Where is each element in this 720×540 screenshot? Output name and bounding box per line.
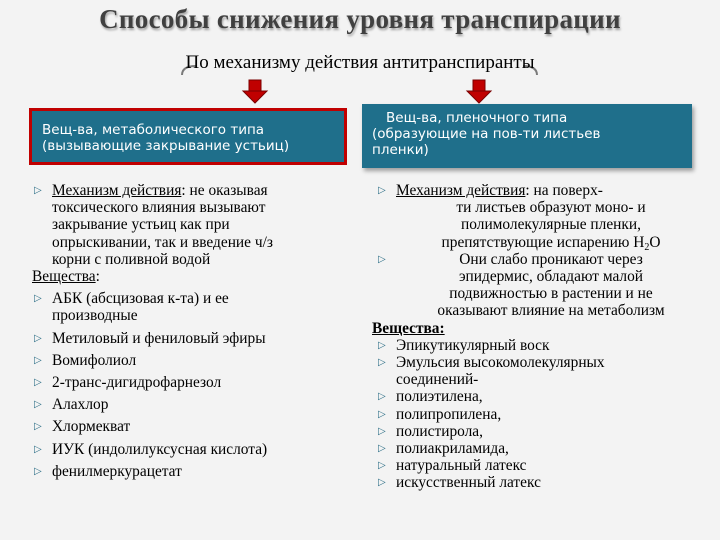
substances-label: Вещества <box>32 268 96 286</box>
mechanism-line: токсического влияния вызывают <box>52 199 266 217</box>
mechanism-line: : не оказывая <box>181 182 268 199</box>
list-item: ▷ АБК (абсцизовая к-та) и ее производные <box>34 290 229 325</box>
mechanism-item-2: ▷ Они слабо проникают через эпидермис, обладают малой подвижностью в растении и не оказывают влияние на метаболизм <box>378 250 665 320</box>
bullet-arrow-icon: ▷ <box>34 443 42 455</box>
film-type-box <box>362 104 692 168</box>
bullet-arrow-icon: ▷ <box>378 357 386 369</box>
bullet-arrow-icon: ▷ <box>34 399 42 411</box>
bullet-arrow-icon: ▷ <box>378 425 386 437</box>
substances-heading: Вещества: <box>372 319 445 337</box>
list-item: ▷ Эпикутикулярный воск <box>378 336 550 354</box>
film-box-line1: Вещ-ва, пленочного типа <box>386 110 568 126</box>
substances-heading: Вещества: <box>32 268 100 286</box>
list-item: ▷ Хлормекват <box>34 418 131 436</box>
bullet-arrow-icon: ▷ <box>378 460 386 472</box>
mechanism-line: опрыскивании, так и введение ч/з <box>52 233 273 251</box>
bullet-arrow-icon: ▷ <box>378 477 386 489</box>
bullet-arrow-icon: ▷ <box>378 253 386 265</box>
mechanism-item: ▷ Механизм действия: на поверх- ти листьев образуют моно- и полимолекулярные пленки, препятствующие испарению $Н_2О$ <box>378 182 661 253</box>
bullet-arrow-icon: ▷ <box>34 293 42 305</box>
list-item: ▷ полипропилена, <box>378 405 502 423</box>
bullet-arrow-icon: ▷ <box>34 377 42 389</box>
list-item: ▷ ИУК (индолилуксусная кислота) <box>34 440 268 458</box>
bullet-arrow-icon: ▷ <box>378 339 386 351</box>
slide-title: Способы снижения уровня транспирации <box>99 4 621 34</box>
film-box-line3: пленки) <box>372 142 429 158</box>
film-box-line2: (образующие на пов-ти листьев <box>372 126 601 142</box>
bullet-arrow-icon: ▷ <box>34 354 42 366</box>
bullet-arrow-icon: ▷ <box>378 391 386 403</box>
list-item: ▷ искусственный латекс <box>378 474 541 492</box>
metabolic-box-line1: Вещ-ва, метаболического типа <box>42 122 265 138</box>
bullet-arrow-icon: ▷ <box>34 332 42 344</box>
bullet-arrow-icon: ▷ <box>378 185 386 196</box>
slide-subtitle: По механизму действия антитранспиранты <box>185 52 535 73</box>
list-item: ▷ полиакриламида, <box>378 440 509 458</box>
mechanism-item <box>32 182 362 268</box>
metabolic-column <box>32 182 362 480</box>
mechanism-line: корни с поливной водой <box>52 250 211 268</box>
arrow-right-icon <box>467 80 491 103</box>
bullet-arrow-icon: ▷ <box>378 408 386 420</box>
metabolic-type-box <box>29 108 347 165</box>
list-item: ▷ полиэтилена, <box>378 388 483 406</box>
mechanism-label: Механизм действия <box>52 182 182 199</box>
list-item: ▷ Эмульсия высокомолекулярных соединений- <box>378 354 605 389</box>
bullet-arrow-icon: ▷ <box>34 185 42 196</box>
list-item: ▷ полистирола, <box>378 422 483 440</box>
film-column <box>372 182 706 492</box>
list-item: ▷ Вомифолиол <box>34 351 137 369</box>
mechanism-label: Механизм действия <box>396 182 526 199</box>
arrow-left-icon <box>243 80 267 103</box>
list-item: ▷ Метиловый и фениловый эфиры <box>34 329 266 347</box>
metabolic-box-line2: (вызывающие закрывание устьиц) <box>42 138 290 154</box>
list-item: ▷ Алахлор <box>34 396 109 414</box>
mechanism-line: закрывание устьиц как при <box>52 216 230 234</box>
bullet-arrow-icon: ▷ <box>378 443 386 455</box>
list-item: ▷ натуральный латекс <box>378 457 527 475</box>
bullet-arrow-icon: ▷ <box>34 465 42 477</box>
bullet-arrow-icon: ▷ <box>34 421 42 433</box>
list-item: ▷ 2-транс-дигидрофарнезол <box>34 374 222 392</box>
list-item: ▷ фенилмеркурацетат <box>34 462 182 480</box>
